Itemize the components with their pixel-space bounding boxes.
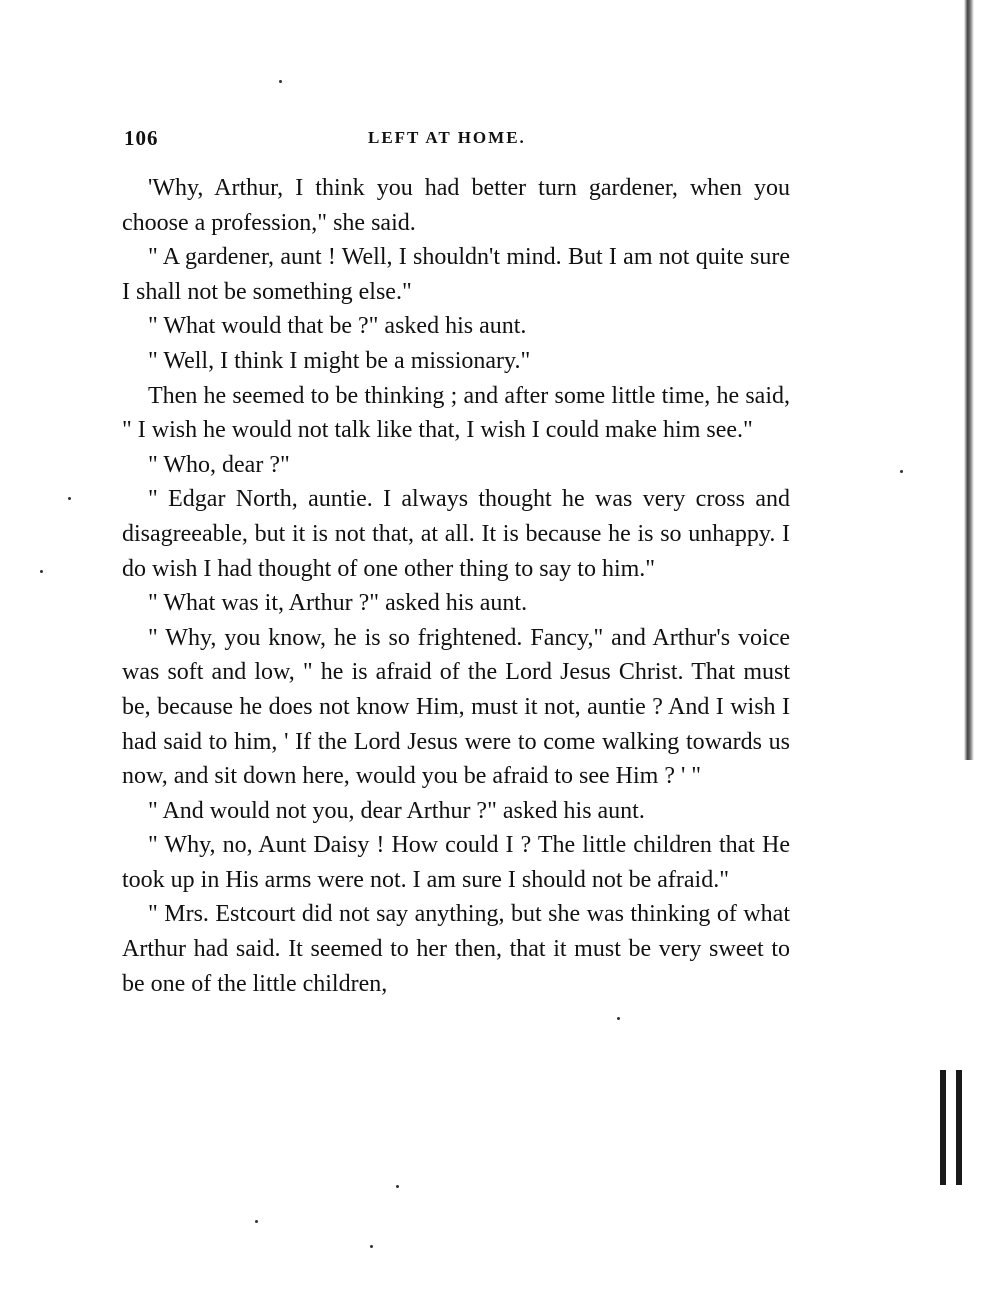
speck: [617, 1017, 620, 1020]
binding-shadow: [964, 0, 974, 760]
speck: [68, 497, 71, 500]
paragraph: " Mrs. Estcourt did not say anything, but she was thinking of what Arthur had said. It seemed to her then, that it must be very sweet to be one of the little children,: [122, 901, 790, 997]
speck: [40, 570, 43, 573]
paragraph: " Why, you know, he is so frightened. Fancy," and Arthur's voice was soft and low, " he is afraid of the Lord Jesus Christ. That must be, because he does not know Him, must it not, auntie ? And I wish I had said to him, ' If the Lord Jesus were to come walking towards us now, and sit down here, would you be afraid to see Him ? ' ": [122, 624, 790, 790]
paragraph: " And would not you, dear Arthur ?" asked his aunt.: [148, 797, 645, 824]
paragraph: " What was it, Arthur ?" asked his aunt.: [148, 590, 528, 617]
speck: [279, 80, 282, 83]
paragraph: " Well, I think I might be a missionary.": [148, 347, 531, 374]
paragraph: Then he seemed to be thinking ; and after some little time, he said, " I wish he would not talk like that, I wish I could make him see.": [122, 382, 790, 444]
speck: [396, 1185, 399, 1188]
page-header: [124, 126, 792, 156]
binding-mark: [940, 1070, 968, 1185]
paragraph: 'Why, Arthur, I think you had better turn gardener, when you choose a profession," she said.: [122, 175, 790, 236]
body-text: [122, 171, 790, 1001]
paragraph: " Who, dear ?": [148, 451, 290, 478]
page-number: 106: [124, 126, 159, 150]
paragraph: " Edgar North, auntie. I always thought he was very cross and disagreeable, but it is not that, at all. It is because he is so unhappy. I do wish I had thought of one other thing to say to him.": [122, 486, 790, 582]
running-head: LEFT AT HOME.: [368, 128, 526, 147]
paragraph: " What would that be ?" asked his aunt.: [148, 313, 527, 340]
paragraph: " Why, no, Aunt Daisy ! How could I ? The little children that He took up in His arms were not. I am sure I should not be afraid.": [122, 832, 790, 893]
speck: [370, 1245, 373, 1248]
speck: [255, 1220, 258, 1223]
paragraph: " A gardener, aunt ! Well, I shouldn't mind. But I am not quite sure I shall not be something else.": [122, 244, 790, 305]
speck: [900, 470, 903, 473]
